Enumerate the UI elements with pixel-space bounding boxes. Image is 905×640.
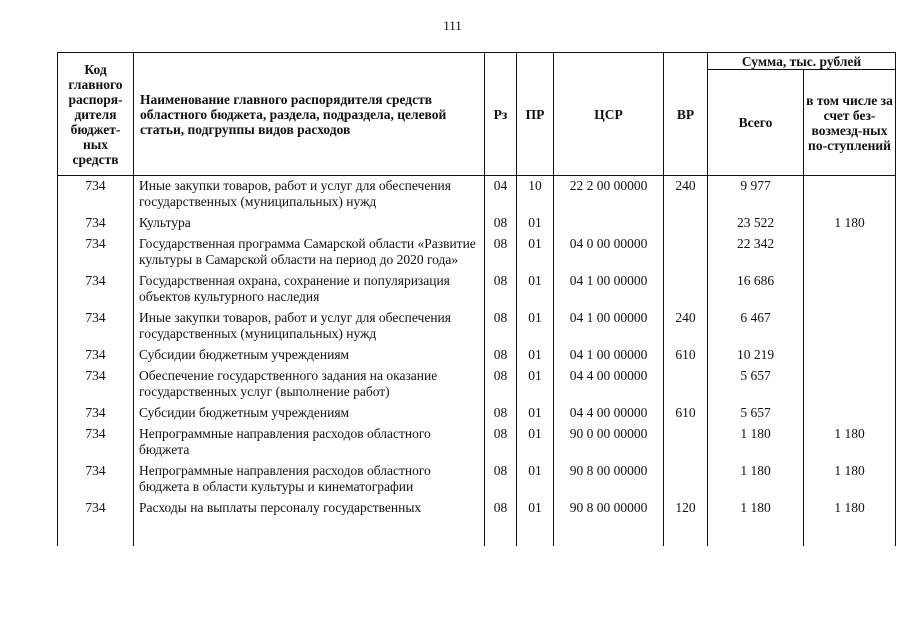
cell-name: Государственная программа Самарской области «Развитие культуры в Самарской области на период до 2020 года»: [134, 234, 485, 271]
table-row: [58, 213, 896, 234]
cell-code: 734: [58, 308, 134, 345]
table-row: [58, 176, 896, 214]
header-csr: ЦСР: [554, 53, 664, 176]
cell-grants: 1 180: [804, 213, 896, 234]
cell-rz: 08: [485, 213, 517, 234]
cell-name: Непрограммные направления расходов областного бюджета: [134, 424, 485, 461]
cell-vr: [664, 234, 708, 271]
table-body: [58, 176, 896, 547]
cell-rz: 08: [485, 424, 517, 461]
cell-vr: 240: [664, 308, 708, 345]
header-vr: ВР: [664, 53, 708, 176]
cell-name: Иные закупки товаров, работ и услуг для обеспечения государственных (муниципальных) нужд: [134, 176, 485, 214]
cell-vr: [664, 213, 708, 234]
header-sum-group: Сумма, тыс. рублей: [708, 53, 896, 70]
cell-code: 734: [58, 176, 134, 214]
cell-pr: 01: [517, 366, 554, 403]
cell-vr: [664, 271, 708, 308]
cell-code: 734: [58, 461, 134, 498]
cell-name: Обеспечение государственного задания на оказание государственных услуг (выполнение работ): [134, 366, 485, 403]
budget-table: [57, 52, 896, 546]
cell-rz: 04: [485, 176, 517, 214]
cell-total: 10 219: [708, 345, 804, 366]
cell-vr: 240: [664, 176, 708, 214]
cell-name: Расходы на выплаты персоналу государственных: [134, 498, 485, 546]
header-total: Всего: [708, 70, 804, 176]
cell-vr: 120: [664, 498, 708, 546]
cell-rz: 08: [485, 498, 517, 546]
cell-pr: 01: [517, 213, 554, 234]
cell-code: 734: [58, 271, 134, 308]
cell-rz: 08: [485, 366, 517, 403]
cell-grants: [804, 366, 896, 403]
cell-vr: [664, 366, 708, 403]
table-row: [58, 403, 896, 424]
cell-vr: 610: [664, 345, 708, 366]
cell-grants: [804, 403, 896, 424]
cell-vr: [664, 424, 708, 461]
cell-grants: 1 180: [804, 461, 896, 498]
cell-csr: [554, 213, 664, 234]
table-row: [58, 271, 896, 308]
table-row: [58, 345, 896, 366]
table-row: [58, 424, 896, 461]
cell-rz: 08: [485, 308, 517, 345]
cell-rz: 08: [485, 403, 517, 424]
cell-pr: 01: [517, 403, 554, 424]
cell-csr: 04 1 00 00000: [554, 308, 664, 345]
cell-grants: [804, 308, 896, 345]
cell-total: 6 467: [708, 308, 804, 345]
cell-total: 9 977: [708, 176, 804, 214]
cell-name: Непрограммные направления расходов областного бюджета в области культуры и кинематографии: [134, 461, 485, 498]
cell-name: Иные закупки товаров, работ и услуг для обеспечения государственных (муниципальных) нужд: [134, 308, 485, 345]
cell-pr: 01: [517, 271, 554, 308]
table-header: [58, 53, 896, 176]
cell-vr: 610: [664, 403, 708, 424]
cell-code: 734: [58, 403, 134, 424]
cell-total: 1 180: [708, 461, 804, 498]
cell-grants: [804, 176, 896, 214]
header-code: Код главного распоря-дителя бюджет-ных средств: [58, 53, 134, 176]
cell-grants: 1 180: [804, 424, 896, 461]
cell-code: 734: [58, 213, 134, 234]
table-row: [58, 366, 896, 403]
table-row: [58, 308, 896, 345]
cell-csr: 04 0 00 00000: [554, 234, 664, 271]
header-name: Наименование главного распорядителя средств областного бюджета, раздела, подраздела, целевой статьи, подгруппы видов расходов: [134, 53, 485, 176]
cell-csr: 90 0 00 00000: [554, 424, 664, 461]
cell-csr: 90 8 00 00000: [554, 498, 664, 546]
cell-grants: [804, 271, 896, 308]
cell-total: 5 657: [708, 366, 804, 403]
cell-vr: [664, 461, 708, 498]
cell-total: 22 342: [708, 234, 804, 271]
cell-rz: 08: [485, 271, 517, 308]
cell-rz: 08: [485, 461, 517, 498]
cell-pr: 01: [517, 461, 554, 498]
cell-pr: 10: [517, 176, 554, 214]
cell-name: Культура: [134, 213, 485, 234]
table-row: [58, 498, 896, 546]
cell-total: 16 686: [708, 271, 804, 308]
cell-grants: [804, 234, 896, 271]
cell-total: 1 180: [708, 498, 804, 546]
cell-name: Субсидии бюджетным учреждениям: [134, 345, 485, 366]
cell-csr: 22 2 00 00000: [554, 176, 664, 214]
cell-csr: 04 1 00 00000: [554, 345, 664, 366]
cell-code: 734: [58, 424, 134, 461]
cell-name: Государственная охрана, сохранение и популяризация объектов культурного наследия: [134, 271, 485, 308]
cell-csr: 04 4 00 00000: [554, 366, 664, 403]
cell-code: 734: [58, 498, 134, 546]
cell-code: 734: [58, 234, 134, 271]
header-pr: ПР: [517, 53, 554, 176]
table-row: [58, 461, 896, 498]
cell-csr: 04 1 00 00000: [554, 271, 664, 308]
cell-total: 23 522: [708, 213, 804, 234]
cell-code: 734: [58, 345, 134, 366]
cell-rz: 08: [485, 234, 517, 271]
cell-pr: 01: [517, 234, 554, 271]
cell-grants: 1 180: [804, 498, 896, 546]
table-row: [58, 234, 896, 271]
cell-total: 5 657: [708, 403, 804, 424]
header-rz: Рз: [485, 53, 517, 176]
cell-code: 734: [58, 366, 134, 403]
cell-pr: 01: [517, 308, 554, 345]
page-number: 111: [443, 18, 462, 33]
cell-rz: 08: [485, 345, 517, 366]
cell-pr: 01: [517, 345, 554, 366]
cell-pr: 01: [517, 498, 554, 546]
cell-pr: 01: [517, 424, 554, 461]
cell-grants: [804, 345, 896, 366]
cell-csr: 90 8 00 00000: [554, 461, 664, 498]
cell-total: 1 180: [708, 424, 804, 461]
header-grants: в том числе за счет без-возмезд-ных по-ступлений: [804, 70, 896, 176]
cell-name: Субсидии бюджетным учреждениям: [134, 403, 485, 424]
cell-csr: 04 4 00 00000: [554, 403, 664, 424]
